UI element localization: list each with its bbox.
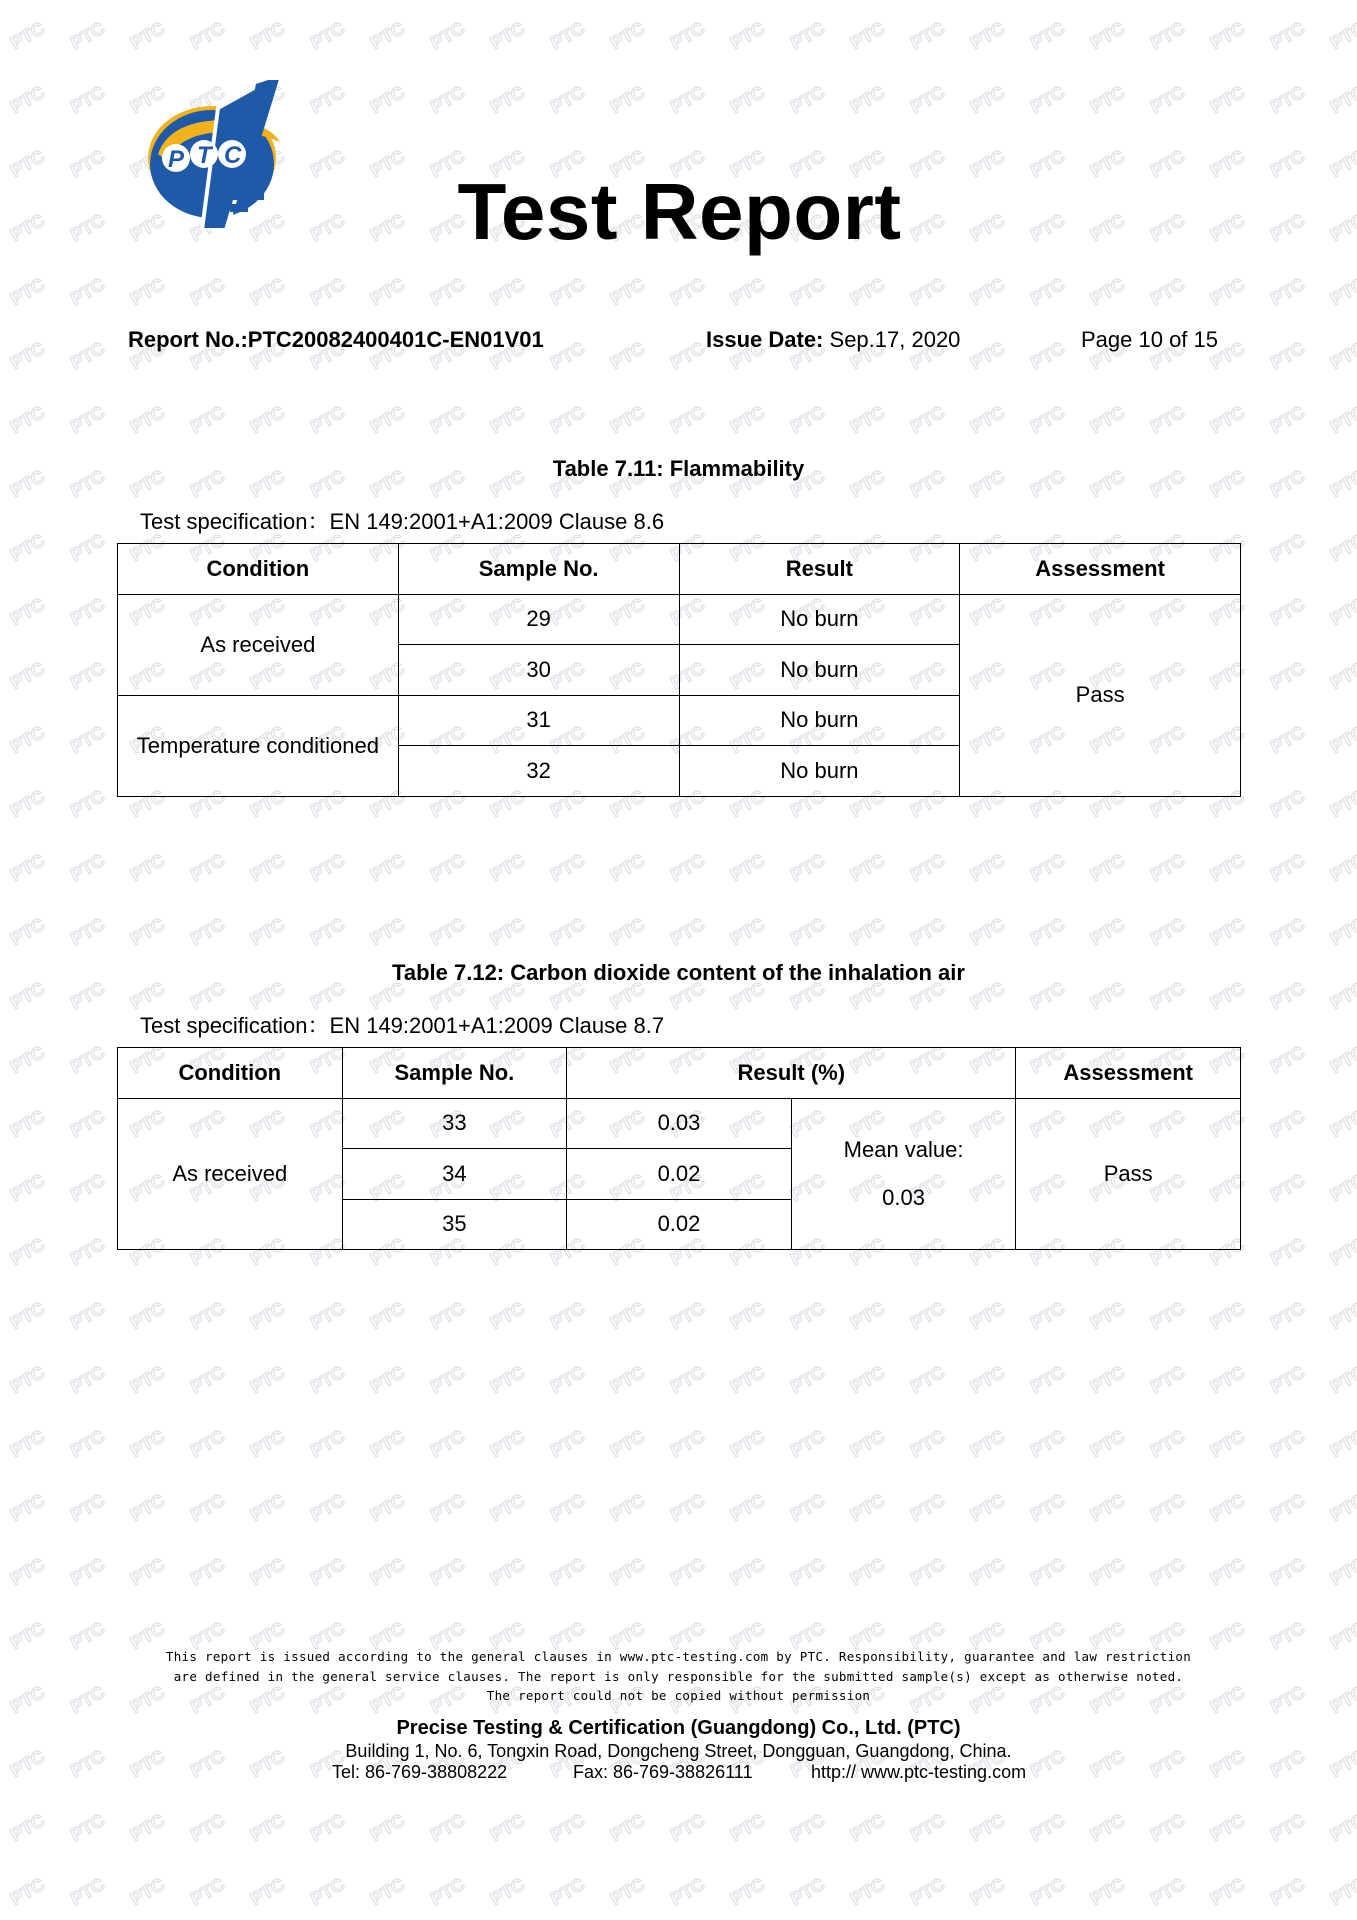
- issue-date: Issue Date: Sep.17, 2020: [706, 327, 961, 352]
- result-cell: 0.03: [567, 1098, 792, 1149]
- table1-spec: Test specification：EN 149:2001+A1:2009 Clause 8.6: [140, 509, 665, 534]
- table-header-row: [118, 544, 1241, 595]
- company-website: http:// www.ptc-testing.com: [811, 1762, 1027, 1782]
- table2-caption: Table 7.12: Carbon dioxide content of the inhalation air: [392, 960, 965, 985]
- sample-cell: 32: [398, 746, 679, 797]
- header-cell: Sample No.: [398, 544, 679, 595]
- header-cell: Condition: [118, 1048, 343, 1099]
- header-cell: Assessment: [960, 544, 1241, 595]
- header-cell: Result (%): [567, 1048, 1016, 1099]
- result-cell: No burn: [679, 594, 960, 645]
- result-cell: No burn: [679, 746, 960, 797]
- assessment-cell: Pass: [1016, 1098, 1241, 1250]
- result-cell: No burn: [679, 695, 960, 746]
- company-address: Building 1, No. 6, Tongxin Road, Dongcheng Street, Dongguan, Guangdong, China.: [345, 1741, 1012, 1761]
- table1-caption: Table 7.11: Flammability: [552, 456, 805, 481]
- disclaimer: [0, 1647, 1357, 1706]
- sample-cell: 33: [342, 1098, 567, 1149]
- condition-cell: As received: [118, 594, 399, 695]
- mean-value-label: Mean value:: [843, 1136, 964, 1162]
- result-cell: 0.02: [567, 1199, 792, 1250]
- flammability-table: [117, 543, 1241, 797]
- result-cell: No burn: [679, 645, 960, 696]
- sample-cell: 29: [398, 594, 679, 645]
- sample-cell: 34: [342, 1149, 567, 1200]
- co2-content-table: [117, 1047, 1241, 1250]
- disclaimer-line: This report is issued according to the general clauses in www.ptc-testing.com by PTC. Responsibility, guarantee and law restriction: [165, 1649, 1192, 1664]
- svg-text:P: P: [168, 146, 185, 173]
- company-fax: Fax: 86-769-38826111: [573, 1762, 753, 1782]
- header-cell: Condition: [118, 544, 399, 595]
- result-cell: 0.02: [567, 1149, 792, 1200]
- table2-spec: Test specification：EN 149:2001+A1:2009 Clause 8.7: [140, 1013, 665, 1038]
- svg-text:T: T: [197, 142, 212, 169]
- report-title: Test Report: [457, 167, 902, 256]
- header-cell: Assessment: [1016, 1048, 1241, 1099]
- page-number: Page 10 of 15: [1081, 327, 1219, 352]
- condition-cell: Temperature conditioned: [118, 695, 399, 796]
- disclaimer-line: The report could not be copied without permission: [486, 1688, 871, 1703]
- company-name: Precise Testing & Certification (Guangdong) Co., Ltd. (PTC): [396, 1717, 961, 1739]
- table-row: [118, 1098, 1241, 1149]
- sample-cell: 31: [398, 695, 679, 746]
- header-cell: Result: [679, 544, 960, 595]
- svg-text:C: C: [224, 142, 242, 169]
- sample-cell: 30: [398, 645, 679, 696]
- report-number: Report No.:PTC20082400401C-EN01V01: [128, 327, 544, 352]
- table-header-row: [118, 1048, 1241, 1099]
- condition-cell: As received: [118, 1098, 343, 1250]
- mean-value-cell: [791, 1098, 1016, 1250]
- company-tel: Tel: 86-769-38808222: [332, 1762, 508, 1782]
- disclaimer-line: are defined in the general service clauses. The report is only responsible for the submitted sample(s) except as otherwise noted.: [173, 1668, 1184, 1684]
- header-cell: Sample No.: [342, 1048, 567, 1099]
- sample-cell: 35: [342, 1199, 567, 1250]
- table-row: [118, 594, 1241, 645]
- mean-value: 0.03: [882, 1184, 925, 1210]
- assessment-cell: Pass: [960, 594, 1241, 796]
